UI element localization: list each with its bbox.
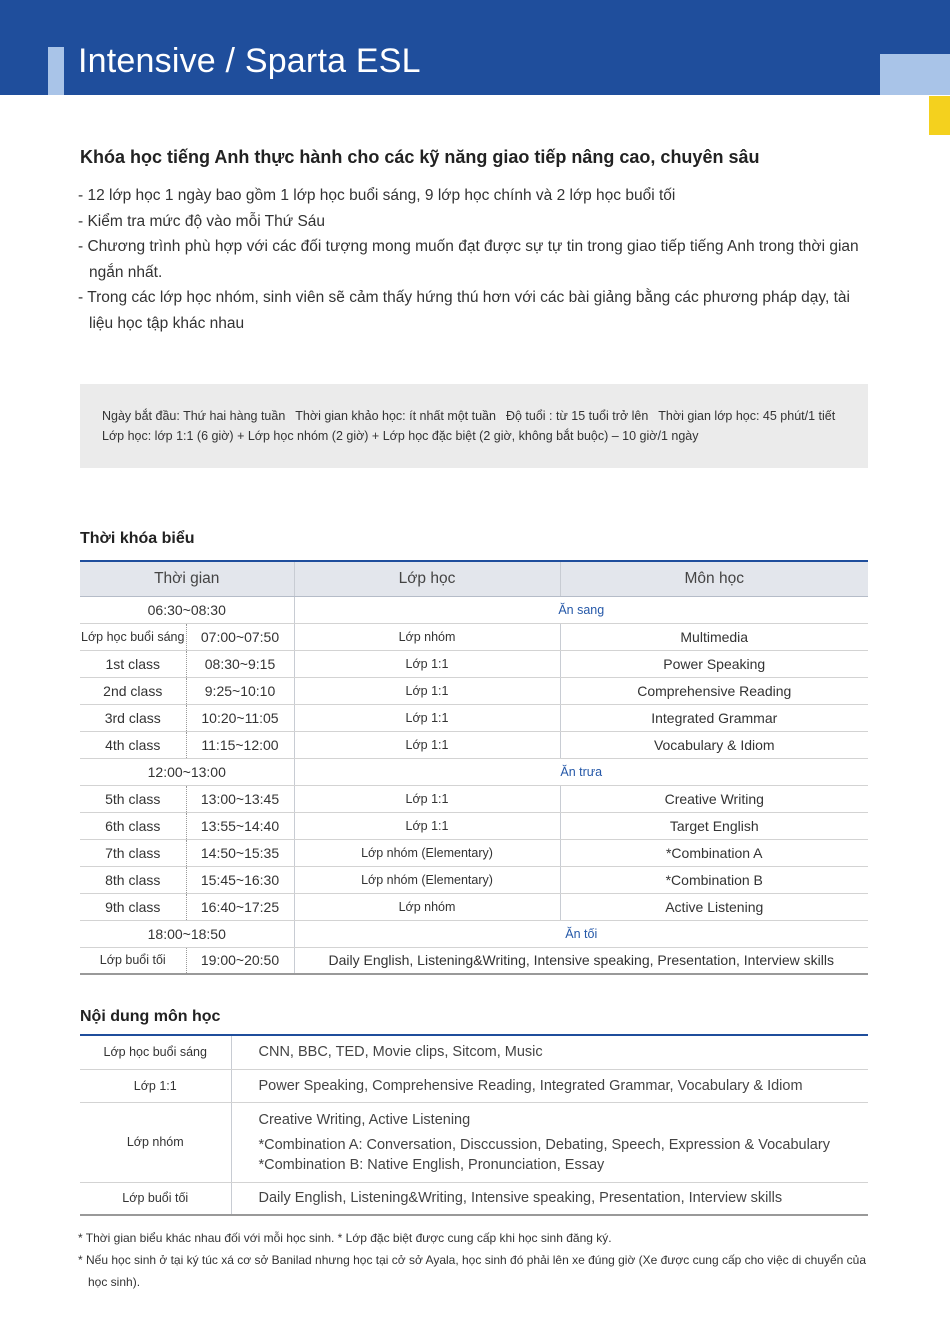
content-table	[80, 1034, 868, 1216]
content-line: CNN, BBC, TED, Movie clips, Sitcom, Music	[258, 1044, 543, 1061]
class-subject: Multimedia	[560, 623, 868, 650]
table-row	[80, 1182, 868, 1215]
class-time: 13:55~14:40	[186, 812, 294, 839]
info-duration: Thời gian khảo học: ít nhất một tuần	[295, 409, 496, 423]
table-row	[80, 1069, 868, 1102]
info-box	[80, 384, 868, 468]
class-type: Lớp nhóm (Elementary)	[294, 866, 560, 893]
class-type: Lớp 1:1	[294, 812, 560, 839]
content-label: Lớp 1:1	[80, 1069, 231, 1102]
table-row	[80, 731, 868, 758]
title-accent-bar	[48, 47, 64, 95]
class-time: 11:15~12:00	[186, 731, 294, 758]
class-subject: Active Listening	[560, 893, 868, 920]
class-label: 1st class	[80, 650, 186, 677]
info-classes: Lớp học: lớp 1:1 (6 giờ) + Lớp học nhóm (2 giờ) + Lớp học đặc biệt (2 giờ, không bắt buộc) – 10 giờ/1 ngày	[102, 429, 699, 443]
class-time: 16:40~17:25	[186, 893, 294, 920]
class-time: 19:00~20:50	[186, 947, 294, 974]
class-subject: Target English	[560, 812, 868, 839]
class-type: Lớp 1:1	[294, 650, 560, 677]
table-row	[80, 866, 868, 893]
class-subject: *Combination B	[560, 866, 868, 893]
table-row	[80, 893, 868, 920]
class-time: 15:45~16:30	[186, 866, 294, 893]
class-type: Lớp 1:1	[294, 785, 560, 812]
class-subject: Creative Writing	[560, 785, 868, 812]
class-time: 07:00~07:50	[186, 623, 294, 650]
class-time: 13:00~13:45	[186, 785, 294, 812]
class-label: 9th class	[80, 893, 186, 920]
bullet-item: - Chương trình phù hợp với các đối tượng mong muốn đạt được sự tự tin trong giao tiếp tiếng Anh trong thời gian ngắn nhất.	[78, 238, 859, 281]
table-row	[80, 1102, 868, 1182]
content-value	[231, 1182, 868, 1215]
class-type: Lớp 1:1	[294, 704, 560, 731]
class-time: 9:25~10:10	[186, 677, 294, 704]
bullet-item: - Trong các lớp học nhóm, sinh viên sẽ cảm thấy hứng thú hơn với các bài giảng bằng các phương pháp dạy, tài liệu học tập khác nhau	[78, 289, 850, 332]
content-value	[231, 1069, 868, 1102]
class-label: 7th class	[80, 839, 186, 866]
table-row	[80, 785, 868, 812]
table-row	[80, 650, 868, 677]
evening-row	[80, 947, 868, 974]
content-label: Lớp học buổi sáng	[80, 1035, 231, 1069]
class-type: Lớp 1:1	[294, 677, 560, 704]
class-label: 8th class	[80, 866, 186, 893]
meal-time: 18:00~18:50	[80, 920, 294, 947]
info-age: Độ tuổi : từ 15 tuổi trở lên	[505, 409, 649, 423]
content-line: *Combination A: Conversation, Disccussion, Debating, Speech, Expression & Vocabulary	[258, 1136, 830, 1153]
class-label: 2nd class	[80, 677, 186, 704]
class-label: 3rd class	[80, 704, 186, 731]
class-type: Lớp nhóm	[294, 623, 560, 650]
table-row	[80, 623, 868, 650]
table-row	[80, 1035, 868, 1069]
footnotes	[78, 1227, 878, 1293]
footnote: * Thời gian biểu khác nhau đối với mỗi học sinh. * Lớp đặc biệt được cung cấp khi học sinh đăng ký.	[78, 1231, 612, 1245]
schedule-table	[80, 560, 868, 975]
class-label: Lớp buổi tối	[80, 947, 186, 974]
meal-time: 12:00~13:00	[80, 758, 294, 785]
meal-label: Ăn sang	[294, 596, 868, 623]
meal-row	[80, 920, 868, 947]
header-time: Thời gian	[80, 561, 294, 596]
class-time: 10:20~11:05	[186, 704, 294, 731]
content-title: Nội dung môn học	[80, 1008, 221, 1025]
corner-tab-blue	[880, 54, 950, 95]
intro-bullets	[78, 183, 878, 336]
class-subject: Power Speaking	[560, 650, 868, 677]
class-label: 5th class	[80, 785, 186, 812]
meal-label: Ăn trưa	[294, 758, 868, 785]
content-line: *Combination B: Native English, Pronunciation, Essay	[258, 1156, 605, 1173]
content-label: Lớp nhóm	[80, 1102, 231, 1182]
meal-row	[80, 758, 868, 785]
table-row	[80, 704, 868, 731]
content-line: Creative Writing, Active Listening	[258, 1111, 471, 1128]
class-subject: *Combination A	[560, 839, 868, 866]
content-value	[231, 1035, 868, 1069]
class-label: Lớp học buổi sáng	[80, 623, 186, 650]
bullet-item: - 12 lớp học 1 ngày bao gồm 1 lớp học buổi sáng, 9 lớp học chính và 2 lớp học buổi tối	[78, 187, 676, 204]
class-type: Lớp nhóm (Elementary)	[294, 839, 560, 866]
content-label: Lớp buổi tối	[80, 1182, 231, 1215]
corner-tab-yellow	[929, 96, 950, 135]
table-row	[80, 677, 868, 704]
class-time: 14:50~15:35	[186, 839, 294, 866]
table-row	[80, 812, 868, 839]
class-type: Lớp 1:1	[294, 731, 560, 758]
page-title: Intensive / Sparta ESL	[78, 42, 421, 80]
evening-subjects: Daily English, Listening&Writing, Intensive speaking, Presentation, Interview skills	[294, 947, 868, 974]
content-line: Daily English, Listening&Writing, Intensive speaking, Presentation, Interview skills	[258, 1190, 783, 1207]
footnote: * Nếu học sinh ở tại ký túc xá cơ sở Banilad nhưng học tại cở sở Ayala, học sinh đó phải lên xe đúng giờ (Xe được cung cấp cho việc di chuyển của học sinh).	[78, 1253, 867, 1289]
header-subject: Môn học	[560, 561, 868, 596]
content-value	[231, 1102, 868, 1182]
info-line-1	[102, 406, 846, 426]
table-row	[80, 839, 868, 866]
meal-time: 06:30~08:30	[80, 596, 294, 623]
header-class: Lớp học	[294, 561, 560, 596]
content-line: Power Speaking, Comprehensive Reading, Integrated Grammar, Vocabulary & Idiom	[258, 1077, 803, 1094]
header-band	[0, 0, 950, 95]
bullet-item: - Kiểm tra mức độ vào mỗi Thứ Sáu	[78, 212, 326, 230]
class-time: 08:30~9:15	[186, 650, 294, 677]
info-start: Ngày bắt đầu: Thứ hai hàng tuần	[102, 409, 286, 423]
class-label: 6th class	[80, 812, 186, 839]
class-subject: Vocabulary & Idiom	[560, 731, 868, 758]
class-type: Lớp nhóm	[294, 893, 560, 920]
class-subject: Comprehensive Reading	[560, 677, 868, 704]
meal-label: Ăn tối	[294, 920, 868, 947]
meal-row	[80, 596, 868, 623]
info-class-time: Thời gian lớp học: 45 phút/1 tiết	[658, 409, 836, 423]
schedule-header-row	[80, 561, 868, 596]
class-label: 4th class	[80, 731, 186, 758]
schedule-title: Thời khóa biểu	[80, 530, 195, 547]
intro-heading: Khóa học tiếng Anh thực hành cho các kỹ năng giao tiếp nâng cao, chuyên sâu	[80, 147, 760, 167]
class-subject: Integrated Grammar	[560, 704, 868, 731]
